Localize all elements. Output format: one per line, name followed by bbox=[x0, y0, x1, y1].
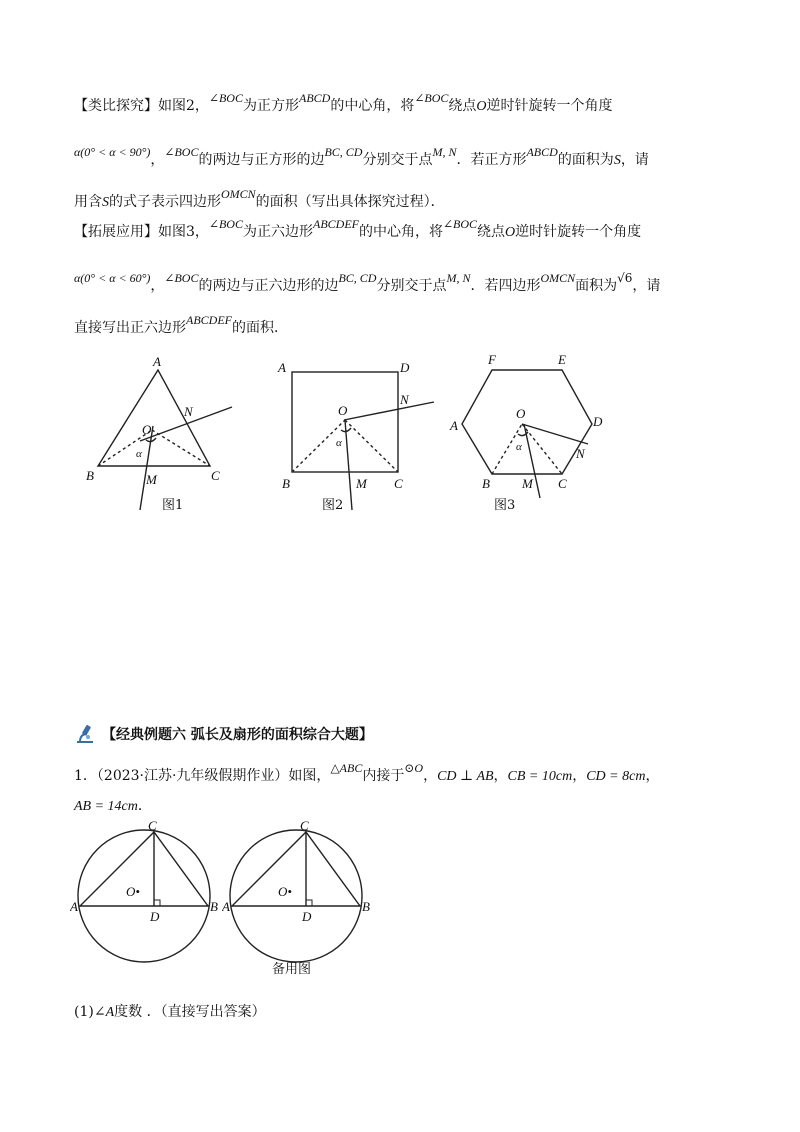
math: S bbox=[102, 195, 109, 210]
text: 逆时针旋转一个角度 bbox=[515, 224, 642, 240]
label-B: B bbox=[282, 476, 290, 491]
label-D: D bbox=[593, 414, 603, 429]
math: α(0° < α < 90°) bbox=[74, 145, 151, 159]
label-A: A bbox=[70, 899, 78, 914]
text: 【拓展应用】如图3， bbox=[74, 224, 209, 240]
text: ， bbox=[423, 768, 438, 784]
label-C: C bbox=[211, 468, 220, 483]
label-E: E bbox=[558, 352, 566, 367]
dash-oc bbox=[152, 430, 210, 466]
math: ∠A bbox=[93, 1005, 115, 1020]
text: 分别交于点 bbox=[362, 152, 433, 168]
label-B: B bbox=[86, 468, 94, 483]
circle-figure-backup bbox=[222, 820, 372, 970]
figure-3-hexagon bbox=[448, 348, 618, 518]
question-number: (1) bbox=[74, 1004, 94, 1020]
math: ∠BOC bbox=[208, 217, 243, 231]
label-A: A bbox=[278, 360, 286, 375]
figure-1-caption: 图1 bbox=[162, 498, 184, 513]
math: OMCN bbox=[221, 187, 256, 201]
math: ABCDEF bbox=[312, 217, 359, 231]
text: 的面积为 bbox=[557, 152, 614, 168]
problem1-line-2 bbox=[74, 796, 152, 817]
text: 直接写出正六边形 bbox=[74, 320, 186, 336]
label-B: B bbox=[362, 899, 370, 914]
text: ， bbox=[150, 152, 165, 168]
label-O: O bbox=[142, 422, 152, 437]
math: △ABC bbox=[330, 761, 363, 775]
math: O bbox=[505, 225, 516, 240]
extend-line-2 bbox=[74, 271, 661, 296]
label-C: C bbox=[300, 820, 309, 833]
ray-om bbox=[345, 420, 352, 510]
math: ABCD bbox=[298, 91, 331, 105]
problem1-question-1 bbox=[74, 1002, 266, 1023]
figure-2-square bbox=[272, 350, 442, 520]
text: 度数 bbox=[114, 1004, 143, 1020]
math: ∠BOC bbox=[164, 145, 199, 159]
text: 内接于 bbox=[362, 768, 405, 784]
math: AB = 14cm bbox=[74, 799, 138, 814]
label-D: D bbox=[302, 909, 312, 924]
label-O: O• bbox=[278, 884, 292, 899]
text: ．若四边形 bbox=[470, 278, 541, 294]
hexagon-abcdef bbox=[462, 370, 592, 474]
text: 面积为 bbox=[575, 278, 618, 294]
label-F: F bbox=[488, 352, 496, 367]
text: ， bbox=[572, 768, 587, 784]
text: 分别交于点 bbox=[376, 278, 447, 294]
label-N: N bbox=[400, 392, 409, 407]
text: 用含 bbox=[74, 194, 102, 210]
math: OMCN bbox=[540, 271, 576, 285]
microscope-icon bbox=[74, 724, 96, 744]
text: 的面积（写出具体探究过程）． bbox=[255, 194, 445, 210]
text: 绕点 bbox=[477, 224, 506, 240]
label-A: A bbox=[153, 354, 161, 369]
label-D: D bbox=[150, 909, 160, 924]
math: ∠BOC bbox=[164, 271, 199, 285]
math: ABCDEF bbox=[186, 313, 232, 327]
circle-o bbox=[78, 830, 210, 962]
math: CD ⊥ AB bbox=[437, 769, 494, 784]
text: ，请 bbox=[620, 152, 649, 168]
problem1-line-1 bbox=[74, 761, 660, 787]
text: ． bbox=[137, 798, 152, 814]
right-angle-mark bbox=[154, 900, 160, 906]
math: α(0° < α < 60°) bbox=[74, 271, 151, 285]
label-A: A bbox=[450, 418, 458, 433]
label-alpha: α bbox=[516, 441, 522, 453]
math: ∠BOC bbox=[414, 91, 449, 105]
section-title: 【经典例题六 弧长及扇形的面积综合大题】 bbox=[102, 727, 373, 743]
text: 的两边与正六边形的边 bbox=[198, 278, 339, 294]
math: ⊙O bbox=[404, 761, 424, 775]
math: ∠BOC bbox=[442, 217, 478, 231]
extend-line-1 bbox=[74, 217, 642, 243]
dash-oc bbox=[522, 424, 562, 474]
text: ， bbox=[150, 278, 165, 294]
text: 逆时针旋转一个角度 bbox=[486, 98, 613, 114]
label-O: O• bbox=[126, 884, 140, 899]
math: ABCD bbox=[526, 145, 558, 159]
label-C: C bbox=[394, 476, 403, 491]
math: BC, CD bbox=[338, 271, 377, 285]
triangle-abc bbox=[80, 832, 208, 906]
label-M: M bbox=[356, 476, 367, 491]
label-C: C bbox=[148, 820, 157, 833]
math: M, N bbox=[432, 145, 457, 159]
text: ， bbox=[645, 768, 660, 784]
label-N: N bbox=[576, 446, 585, 461]
label-N: N bbox=[184, 404, 193, 419]
label-alpha: α bbox=[136, 448, 142, 460]
circle-o bbox=[230, 830, 362, 962]
text: 的式子表示四边形 bbox=[109, 194, 221, 210]
text: 的中心角，将 bbox=[330, 98, 415, 114]
extend-line-3 bbox=[74, 313, 288, 338]
text: ．（直接写出答案） bbox=[146, 1004, 266, 1020]
label-M: M bbox=[522, 476, 533, 491]
section-heading bbox=[74, 724, 373, 744]
right-angle-mark bbox=[306, 900, 312, 906]
math: M, N bbox=[446, 271, 471, 285]
math: O bbox=[476, 99, 487, 114]
triangle-abc bbox=[232, 832, 360, 906]
circle-figure-main bbox=[70, 820, 220, 970]
math: BC, CD bbox=[324, 145, 363, 159]
label-O: O bbox=[516, 406, 526, 421]
ray-on bbox=[344, 402, 434, 420]
analogy-line-2 bbox=[74, 145, 649, 171]
figure-2-caption: 图2 bbox=[322, 498, 344, 513]
math: √6 bbox=[617, 271, 633, 285]
triangle-abc bbox=[98, 370, 210, 466]
label-B: B bbox=[210, 899, 218, 914]
backup-figure-caption: 备用图 bbox=[272, 962, 312, 977]
text: ， bbox=[493, 768, 508, 784]
text: 为正六边形 bbox=[242, 224, 313, 240]
text: 绕点 bbox=[448, 98, 477, 114]
text: ，请 bbox=[632, 278, 661, 294]
text: ．若正方形 bbox=[456, 152, 527, 168]
math: S bbox=[613, 153, 621, 168]
text: 1．（2023·江苏·九年级假期作业）如图， bbox=[74, 768, 331, 784]
text: 的中心角，将 bbox=[358, 224, 443, 240]
label-C: C bbox=[558, 476, 567, 491]
text: 【类比探究】如图2， bbox=[74, 98, 209, 114]
label-D: D bbox=[400, 360, 410, 375]
dash-oc bbox=[345, 420, 398, 472]
math: CB = 10cm bbox=[507, 769, 573, 784]
label-A: A bbox=[222, 899, 230, 914]
math: ∠BOC bbox=[208, 91, 243, 105]
label-B: B bbox=[482, 476, 490, 491]
text: 的面积． bbox=[232, 320, 288, 336]
ray-on bbox=[522, 424, 588, 444]
text: 的两边与正方形的边 bbox=[198, 152, 325, 168]
analogy-line-3 bbox=[74, 187, 445, 213]
text: 为正方形 bbox=[242, 98, 299, 114]
analogy-line-1 bbox=[74, 91, 613, 117]
label-O: O bbox=[338, 403, 348, 418]
math: CD = 8cm bbox=[586, 769, 646, 784]
label-M: M bbox=[146, 472, 157, 487]
figure-3-caption: 图3 bbox=[494, 498, 516, 513]
label-alpha: α bbox=[336, 437, 342, 449]
